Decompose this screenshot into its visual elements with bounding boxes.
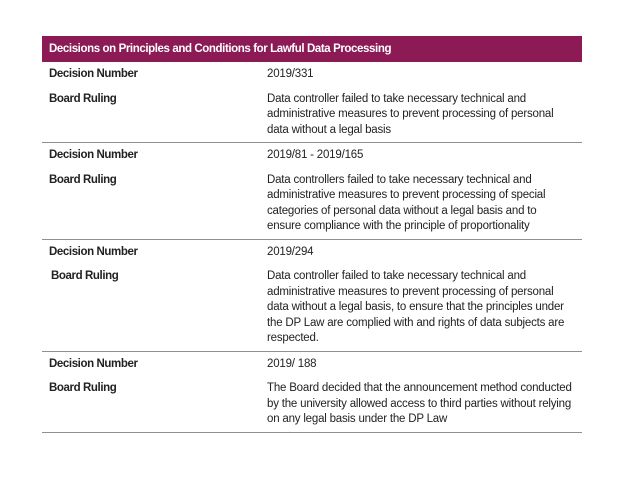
decisions-table bbox=[42, 36, 582, 433]
decision-number-value: 2019/331 bbox=[267, 68, 314, 80]
decision-number-label: Decision Number bbox=[49, 245, 138, 258]
board-ruling-label: Board Ruling bbox=[49, 173, 117, 186]
decision-number-row bbox=[42, 62, 582, 92]
table-record bbox=[42, 240, 582, 352]
decision-number-value: 2019/294 bbox=[267, 245, 314, 258]
board-ruling-label: Board Ruling bbox=[51, 270, 119, 282]
board-ruling-text: Data controller failed to take necessary technical and administrative measures to prevent processing of personal data without a legal basis bbox=[267, 92, 554, 136]
decision-number-label: Decision Number bbox=[49, 68, 138, 80]
decision-number-row bbox=[42, 240, 582, 270]
table-record bbox=[42, 352, 582, 433]
table-title: Decisions on Principles and Conditions for Lawful Data Processing bbox=[49, 43, 392, 55]
board-ruling-label: Board Ruling bbox=[49, 382, 117, 394]
decision-number-label: Decision Number bbox=[49, 149, 138, 161]
decision-number-row bbox=[42, 143, 582, 173]
board-ruling-text: The Board decided that the announcement method conducted by the university allowed access to third parties without relying on any legal basis under the DP Law bbox=[267, 382, 572, 425]
decision-number-value: 2019/ 188 bbox=[267, 357, 317, 370]
table-header bbox=[42, 36, 582, 62]
board-ruling-row bbox=[42, 92, 582, 143]
board-ruling-label: Board Ruling bbox=[49, 92, 117, 105]
table-record bbox=[42, 62, 582, 143]
board-ruling-text: Data controller failed to take necessary technical and administrative measures to prevent processing of personal data without a legal basis, to ensure that the principles under the DP Law are complied with and rights of data subjects are respected. bbox=[267, 270, 565, 344]
decision-number-label: Decision Number bbox=[49, 357, 138, 370]
decision-number-value: 2019/81 - 2019/165 bbox=[267, 149, 364, 161]
table-record bbox=[42, 143, 582, 240]
board-ruling-text: Data controllers failed to take necessary technical and administrative measures to prevent processing of special categories of personal data without a legal basis and to ensure compliance with the principle of proportionality bbox=[267, 173, 546, 232]
board-ruling-row bbox=[42, 173, 582, 239]
board-ruling-row bbox=[42, 269, 582, 351]
board-ruling-row bbox=[42, 381, 582, 432]
decision-number-row bbox=[42, 352, 582, 382]
